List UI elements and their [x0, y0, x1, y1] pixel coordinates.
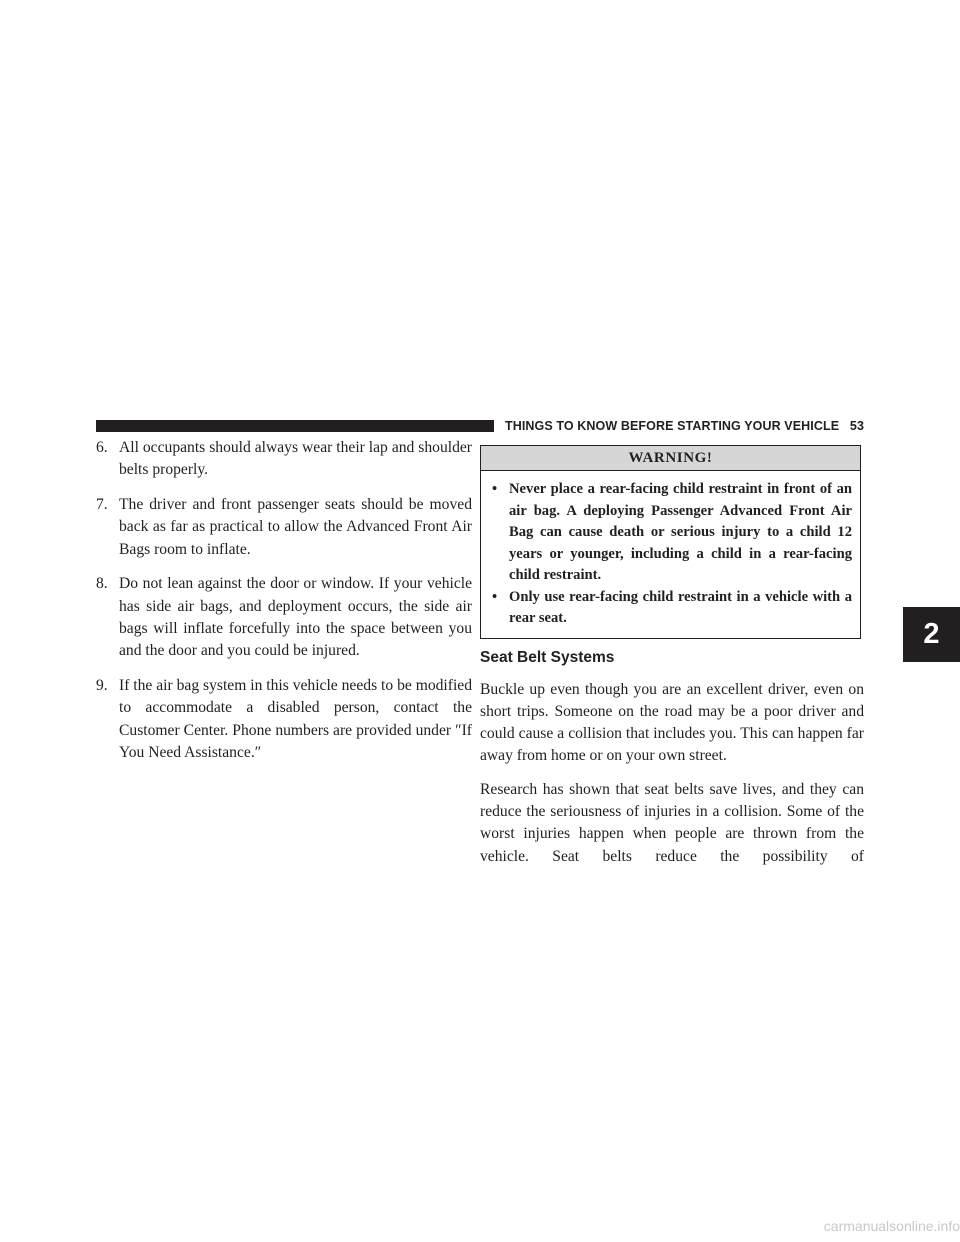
list-item-number: 6. [96, 439, 108, 456]
numbered-list [96, 437, 472, 764]
list-item-text: Do not lean against the door or window. If your vehicle has side air bags, and deployment occurs, the side air bags will inflate forcefully into the space between you and the door and you could be injured. [119, 575, 472, 660]
warning-list [481, 471, 860, 638]
warning-item [492, 587, 852, 630]
warning-item-text: Never place a rear-facing child restraint in front of an air bag. A deploying Passenger Advanced Front Air Bag can cause death or serious injury to a child 12 years or younger, including a child in a rear-facing child restraint. [509, 481, 852, 583]
list-item [96, 675, 472, 764]
warning-box [480, 445, 861, 639]
list-item-text: If the air bag system in this vehicle needs to be modified to accommodate a disabled person, contact the Customer Center. Phone numbers are provided under ″If You Need Assistance.″ [119, 677, 472, 762]
list-item-text: The driver and front passenger seats should be moved back as far as practical to allow the Advanced Front Air Bags room to inflate. [119, 496, 472, 558]
page-number: 53 [849, 419, 864, 433]
list-item-number: 8. [96, 575, 108, 593]
right-column [480, 445, 864, 868]
running-header [502, 418, 864, 434]
header-rule [96, 420, 494, 432]
bullet-icon: • [492, 481, 498, 497]
list-item-text: All occupants should always wear their lap and shoulder belts properly. [119, 439, 472, 479]
chapter-tab: 2 [903, 607, 960, 662]
list-item [96, 573, 472, 662]
header-title: THINGS TO KNOW BEFORE STARTING YOUR VEHICLE [504, 419, 840, 433]
warning-item [492, 479, 852, 587]
warning-item-text: Only use rear-facing child restraint in a vehicle with a rear seat. [509, 588, 852, 626]
list-item-number: 7. [96, 496, 108, 514]
warning-title: WARNING! [481, 446, 860, 471]
section-heading: Seat Belt Systems [480, 648, 615, 666]
list-item [96, 437, 472, 482]
list-item-number: 9. [96, 677, 108, 695]
body-paragraph: Buckle up even though you are an excellent driver, even on short trips. Someone on the road may be a poor driver and could cause a collision that includes you. This can happen far away from home or on your own street. [480, 680, 864, 765]
numbered-list-column [96, 437, 472, 777]
body-paragraph: Research has shown that seat belts save lives, and they can reduce the seriousness of injuries in a collision. Some of the worst injuries happen when people are thrown from the vehicle. Seat belts reduce the possibility of [480, 780, 864, 865]
bullet-icon: • [492, 588, 498, 605]
watermark: carmanualsonline.info [823, 1218, 960, 1234]
list-item [96, 494, 472, 561]
